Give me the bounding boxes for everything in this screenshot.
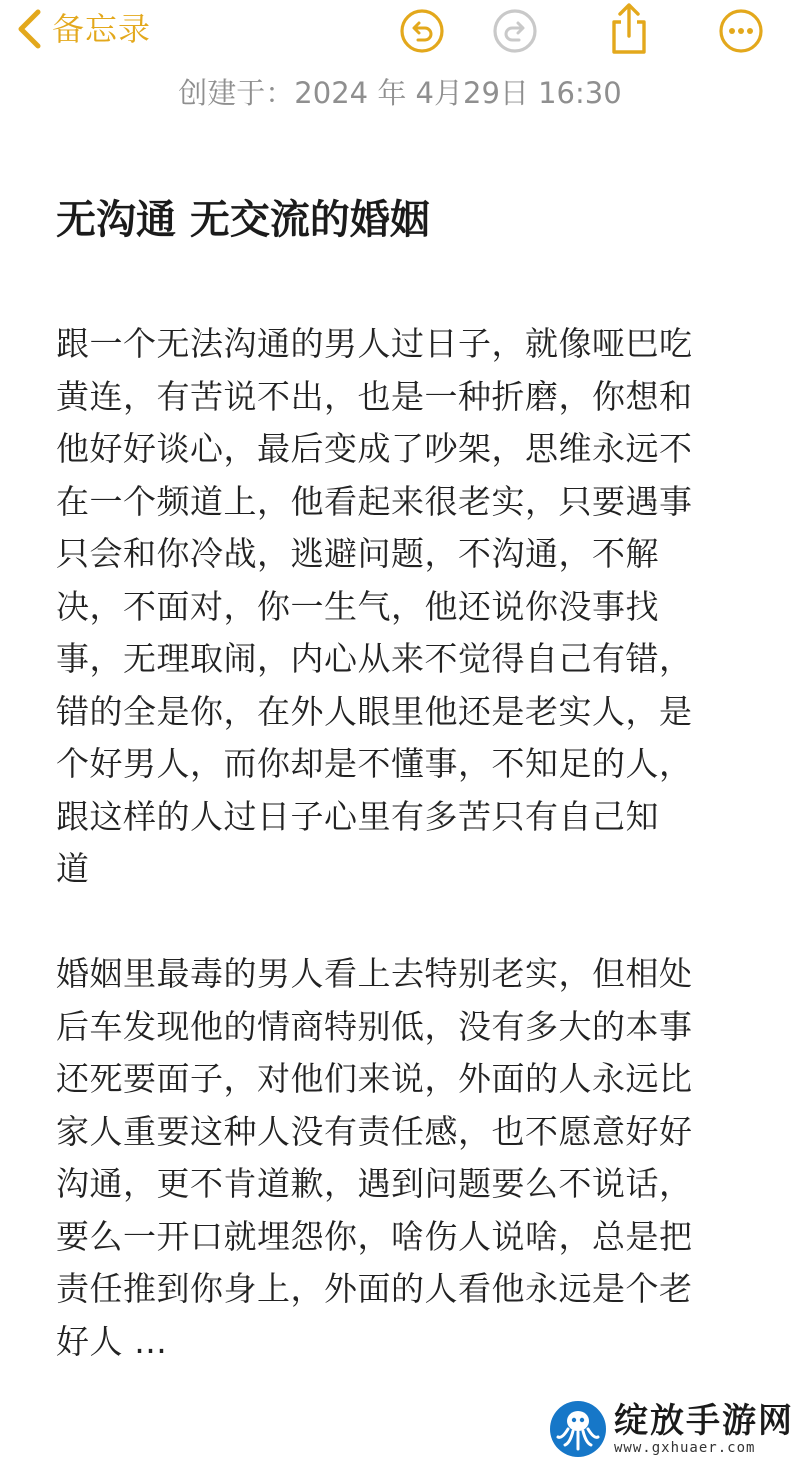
watermark-url: www.gxhuaer.com	[614, 1440, 756, 1456]
share-icon	[606, 2, 652, 56]
note-paragraph[interactable]: 婚姻里最毒的男人看上去特别老实，但相处 后车发现他的情商特别低，没有多大的本事 还死要面子，对他们来说，外面的人永远比 家人重要这种人没有责任感，也不愿意好好 沟通，更不肯道歉，遇到问题要么不说话， 要么一开口就埋怨你，啥伤人说啥，总是把 责任推到你身上，外面的人看他永远是个老 好人 …	[56, 954, 693, 1361]
more-button[interactable]	[718, 8, 764, 54]
watermark-text	[614, 1402, 794, 1456]
note-title[interactable]: 无沟通 无交流的婚姻	[56, 197, 430, 243]
octopus-logo-icon	[548, 1399, 608, 1459]
note-paragraph[interactable]: 跟一个无法沟通的男人过日子，就像哑巴吃 黄连，有苦说不出，也是一种折磨，你想和 他好好谈心，最后变成了吵架，思维永远不 在一个频道上，他看起来很老实，只要遇事 只会和你冷战，逃避问题，不沟通，不解 决，不面对，你一生气，他还说你没事找 事，无理取闹，内心从来不觉得自己有错， 错的全是你，在外人眼里他还是老实人，是 个好男人，而你却是不懂事，不知足的人， 跟这样的人过日子心里有多苦只有自己知 道	[56, 324, 693, 888]
back-button[interactable]	[14, 6, 151, 52]
share-button[interactable]	[606, 2, 652, 56]
redo-button[interactable]	[492, 8, 538, 54]
back-label: 备忘录	[52, 10, 152, 48]
created-timestamp: 创建于：2024 年 4月29日 16:30	[178, 76, 622, 110]
more-icon	[718, 8, 764, 54]
watermark-brand: 绽放手游网	[614, 1401, 794, 1441]
undo-icon	[399, 8, 445, 54]
chevron-left-icon	[14, 8, 44, 50]
undo-button[interactable]	[399, 8, 445, 54]
redo-icon	[492, 8, 538, 54]
watermark	[548, 1396, 796, 1462]
toolbar	[0, 0, 800, 62]
